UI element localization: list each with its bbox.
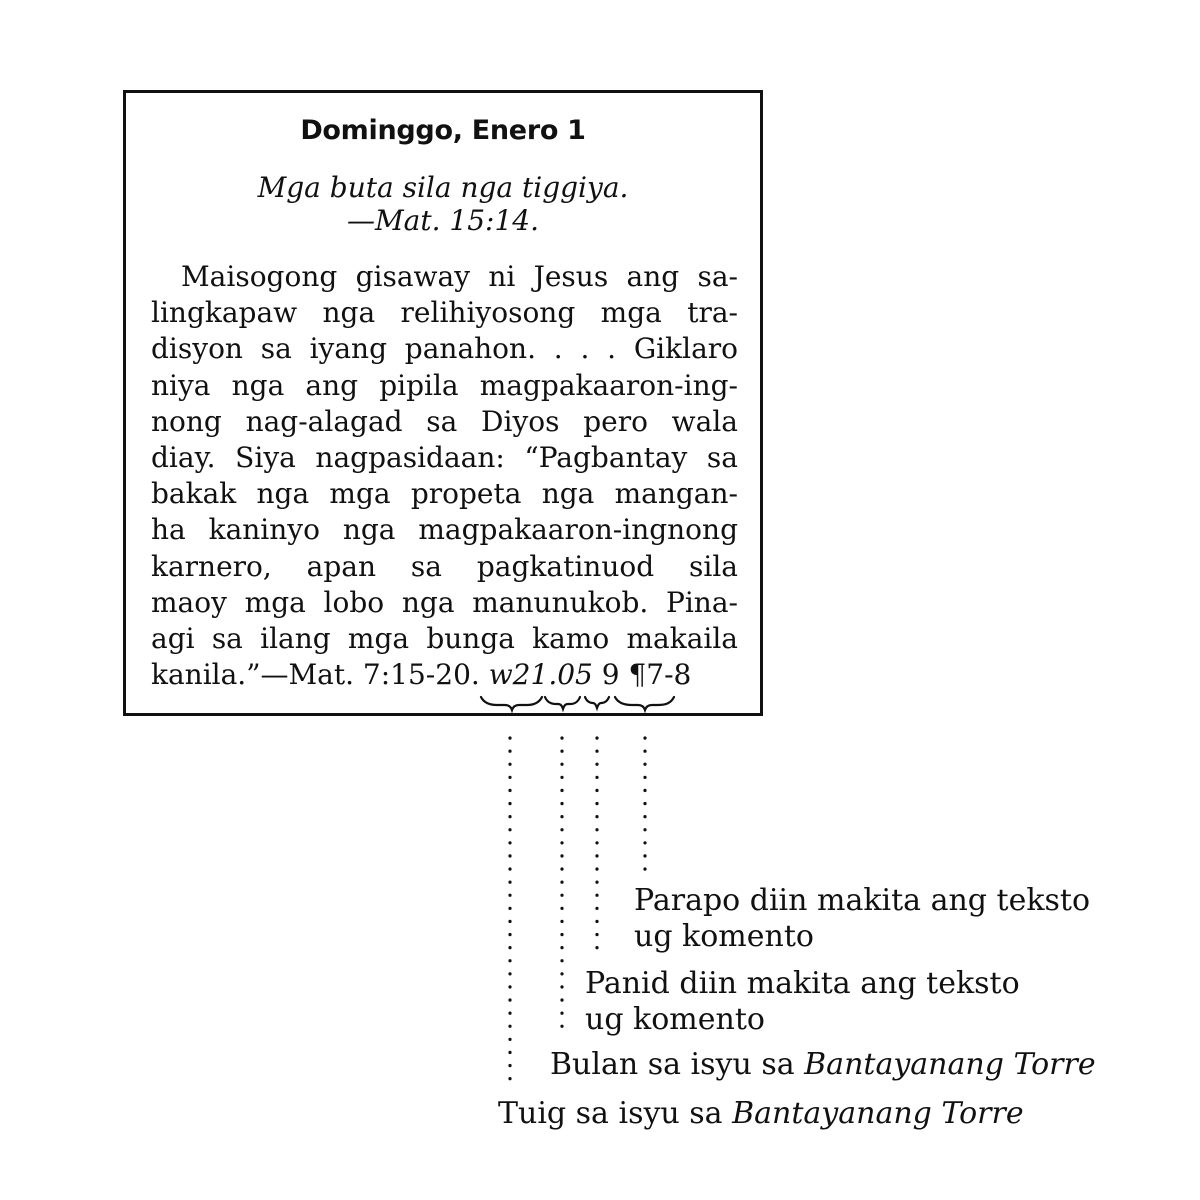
comment-line: nong nag-alagad sa Diyos pero wala xyxy=(151,404,738,438)
paragraph-label-line1: Parapo diin makita ang teksto xyxy=(634,883,1091,918)
comment-line: maoy mga lobo nga manunukob. Pina- xyxy=(151,585,738,619)
paragraph-label-line2: ug komento xyxy=(634,919,814,954)
year-label-magazine: Bantayanang Torre xyxy=(732,1096,1024,1131)
reference-year: w21 xyxy=(488,658,549,692)
comment-line: ha kaninyo nga magpakaaron-ingnong xyxy=(151,513,738,547)
reference-page: 9 xyxy=(592,658,620,692)
comment-last-line xyxy=(151,657,738,693)
comment-line: lingkapaw nga relihiyosong mga tra- xyxy=(151,296,738,330)
theme-scripture-text: Mga buta sila nga tiggiya. xyxy=(257,171,629,204)
comment-body xyxy=(151,259,738,693)
month-label-magazine: Bantayanang Torre xyxy=(804,1047,1096,1082)
comment-line: agi sa ilang mga bunga kamo makaila xyxy=(151,621,738,655)
comment-last-line-text: kanila.”—Mat. 7:15-20. xyxy=(151,658,489,692)
comment-line: bakak nga mga propeta nga mangan- xyxy=(151,477,738,511)
reference-issue: .05 xyxy=(548,658,593,692)
year-label xyxy=(498,1096,1024,1132)
comment-line: niya nga ang pipila magpakaaron-ing- xyxy=(151,368,738,402)
theme-scripture-citation: —Mat. 15:14. xyxy=(346,204,539,237)
reference-paragraph: ¶7-8 xyxy=(619,658,692,692)
daily-text-card xyxy=(123,90,763,716)
paragraph-label xyxy=(634,883,1090,955)
comment-line: disyon sa iyang panahon. . . . Giklaro xyxy=(151,332,738,366)
comment-line: karnero, apan sa pagkatinuod sila xyxy=(151,549,738,583)
comment-line: Maisogong gisaway ni Jesus ang sa- xyxy=(181,260,738,293)
month-label xyxy=(550,1047,1096,1083)
page-label-line2: ug komento xyxy=(585,1002,765,1037)
year-label-prefix: Tuig sa isyu sa xyxy=(498,1096,733,1131)
month-label-prefix: Bulan sa isyu sa xyxy=(550,1047,805,1082)
comment-line: diay. Siya nagpasidaan: “Pagbantay sa xyxy=(151,440,738,474)
date-heading: Dominggo, Enero 1 xyxy=(300,115,586,146)
page-label xyxy=(585,966,1020,1038)
theme-scripture xyxy=(126,171,760,237)
page-label-line1: Panid diin makita ang teksto xyxy=(585,966,1020,1001)
